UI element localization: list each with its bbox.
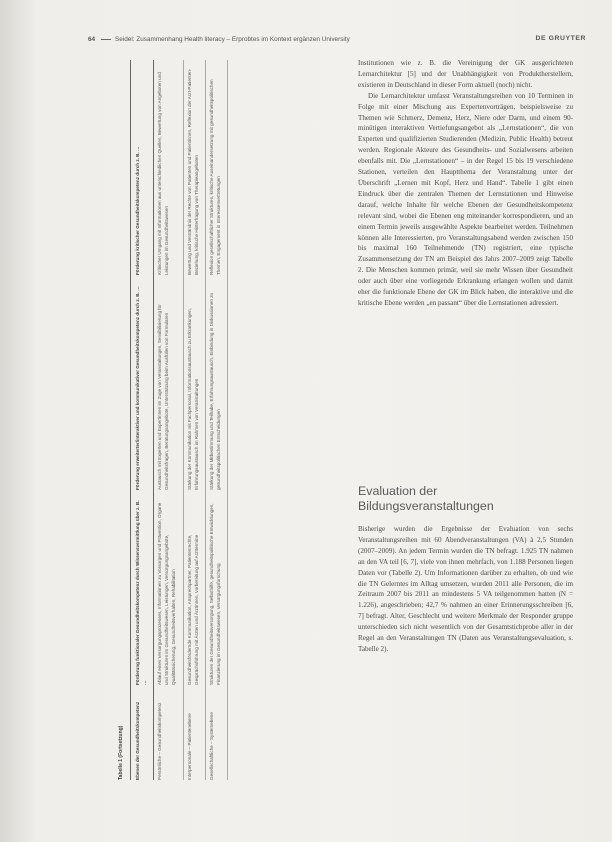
table-cell: Stärkung der Mitbestimmung und Teilhabe, Erfahrungsaustausch, Einbindung in Diskussionen zu gesundheitspolitischen Entscheidungen (205, 275, 227, 490)
table-cell: Ablauf eines Versorgungsprozesses, Informationen zu Vorsorgen und Prävention, Organe und Strukturen im Gesundheitswesen, Leistungen, Versorgungsangebote, Qualitätssicherung, Gesundheitsverhalten, Rehabilitation (154, 490, 183, 685)
table-caption: Tabelle 1 (Fortsetzung) (118, 725, 124, 780)
publisher-logo: DE GRUYTER (535, 35, 586, 42)
competence-table (130, 60, 228, 780)
running-header (88, 34, 600, 46)
rotated-table-area (118, 60, 352, 790)
table-cell: Stärkung der Kommunikation mit Fachpersonal, Informationsaustausch zu Erkrankungen, Erfahrungsaustausch im Rahmen von Veranstaltungen (183, 275, 205, 490)
table-cell: Persönliche – Gesundheitskompetenz (154, 685, 183, 780)
table-header-cell: Förderung erweiterter/interaktiver und kommunikativer Gesundheitskompetenz durch z. B. … (131, 275, 154, 490)
paragraph: Bisherige wurden die Ergebnisse der Evaluation von sechs Veranstaltungsreihen mit 60 Abendveranstaltungen (VA) à 2,5 Stunden (2007–2009). An jedem Termin wurden die TN befragt. 1.925 TN nahmen an den VA teil [6, 7], viele von ihnen mehrfach, von 1.188 Personen liegen Daten vor (Tabelle 2). Um Informationen darüber zu erhalten, ob und wie die TN Gelerntes im Alltag umsetzen, wurden 2011 alle Personen, die im Zeitraum 2007 bis 2011 an mindestens 5 VA teilgenommen hatten (N = 1.226), angeschrieben; 42,7 % nahmen an einer Erinnerungsschreiben [6, 7] befragt. Alter, Geschlecht und weitere Merkmale der Responder gruppe unterschieden sich nicht wesentlich von der Gesamtstichprobe aller in der Regel an den Veranstaltungen TN (Daten aus Veranstaltungsevaluation, s. Tabelle 2). (358, 525, 573, 653)
body-text-top (358, 58, 573, 309)
table-header-cell: Förderung kritischer Gesundheitskompetenz durch z. B. … (131, 60, 154, 275)
table-cell: Gesundheitsfördernde Kommunikation, Ansprechpartner, Patientenrechte, Gesprächsführung mit Ärzten und Ärztinnen, Vorbereitung auf Arzttermine (183, 490, 205, 685)
table-cell: Kritischer Umgang mit Informationen aus unterschiedlichen Quellen, Bewertung von Angeboten und Leistungen im Gesundheitswesen (154, 60, 183, 275)
table-rotated-container (118, 60, 338, 780)
table-row (183, 60, 205, 780)
table-cell: Reflexion gesellschaftlicher Strukturen, kritische Auseinandersetzung mit gesundheitspolitischen Themen, Engagement in Interessenvertretungen (205, 60, 227, 275)
table-header-cell: Förderung funktionaler Gesundheitskompetenz durch Wissensvermittlung über z. B. … (131, 490, 154, 685)
table-row (154, 60, 183, 780)
running-head: Seidel: Zusammenhang Health literacy – Erprobtes im Kontext ergänzen University (115, 36, 350, 43)
body-text-bottom (358, 524, 573, 655)
header-rule (101, 39, 111, 40)
table-cell: Austausch mit Experten und Expertinnen im Zuge von Veranstaltungen, Sensibilisierung für Gesundheitsfragen, Beratungsangebote, Unterstützung beim Ausfüllen von Formularen (154, 275, 183, 490)
table-cell: Gesellschaftliche – Systemebene (205, 685, 227, 780)
table-cell: Bewertung und Verständnis der Rechte von Patienten und Patientinnen, Reflexion der Arzt-Patienten-Beziehung, kritische Hinterfragung von Therapieangeboten (183, 60, 205, 275)
table-row (205, 60, 227, 780)
paragraph: Die Lernarchitektur umfasst Veranstaltungsreihen von 10 Terminen in Folge mit einer Mischung aus Expertenvorträgen, beispielsweise zu Themen wie Schmerz, Demenz, Herz, Niere oder Darm, und einem 90-minütigen interaktiven Vertiefungsangebot als „Lernstationen“, die von Experten und qualifizierten Studierenden (Medizin, Public Health) betreut werden. Regionale Akteure des Gesundheits- und Sozialwesens arbeiten ebenfalls mit. Die „Lernstationen“ – in der Regel 15 bis 19 verschiedene Stationen, verteilen den Hauptthema der Veranstaltung unter der Überschrift „Lernen mit Kopf, Herz und Hand“. Tabelle 1 gibt einen Eindruck über die zentralen Themen der Lernstationen und Hinweise darauf, welche Inhalte für welche Ebenen der Gesundheitskompetenz relevant sind, wobei die Ebenen eng miteinander korrespondieren, und an einem Termin jeweils ausgewählte Aspekte bearbeitet werden. Teilnehmen können alle Interessierten, pro Veranstaltungsabend werden zwischen 150 bis maximal 160 Teilnehmende (TN) registriert, eine typische Zusammensetzung der TN am Beispiel des Jahrs 2007–2009 zeigt Tabelle 2. Die Menschen kommen primär, weil sie mehr Wissen über Gesundheit oder auch über eine vorliegende Erkrankung erlangen wollen und damit eher die funktionale Ebene der GK im Blick haben, die interaktive und die kritische Ebene werden „en passant“ über die Lernstationen adressiert. (358, 91, 573, 307)
table-cell: Strukturen der Gesundheitsversorgung, Selbsthilfe, gesundheitspolitische Entwicklungen, Finanzierung im Gesundheitswesen, Versorgungsforschung (205, 490, 227, 685)
table-header-cell: Ebenen der Gesundheitskompetenz (131, 685, 154, 780)
section-heading: Evaluation der Bildungsveranstaltungen (358, 484, 494, 513)
paragraph: Institutionen wie z. B. die Vereinigung der GK ausgerichteten Lernarchitektur [5] und der Unabhängigkeit von Produktherstellern, existieren in Deutschland in dieser Form aktuell (noch) nicht. (358, 59, 573, 89)
page-number: 64 (88, 36, 96, 43)
table-header-row (131, 60, 154, 780)
table-cell: Interpersonale – Patientenebene (183, 685, 205, 780)
